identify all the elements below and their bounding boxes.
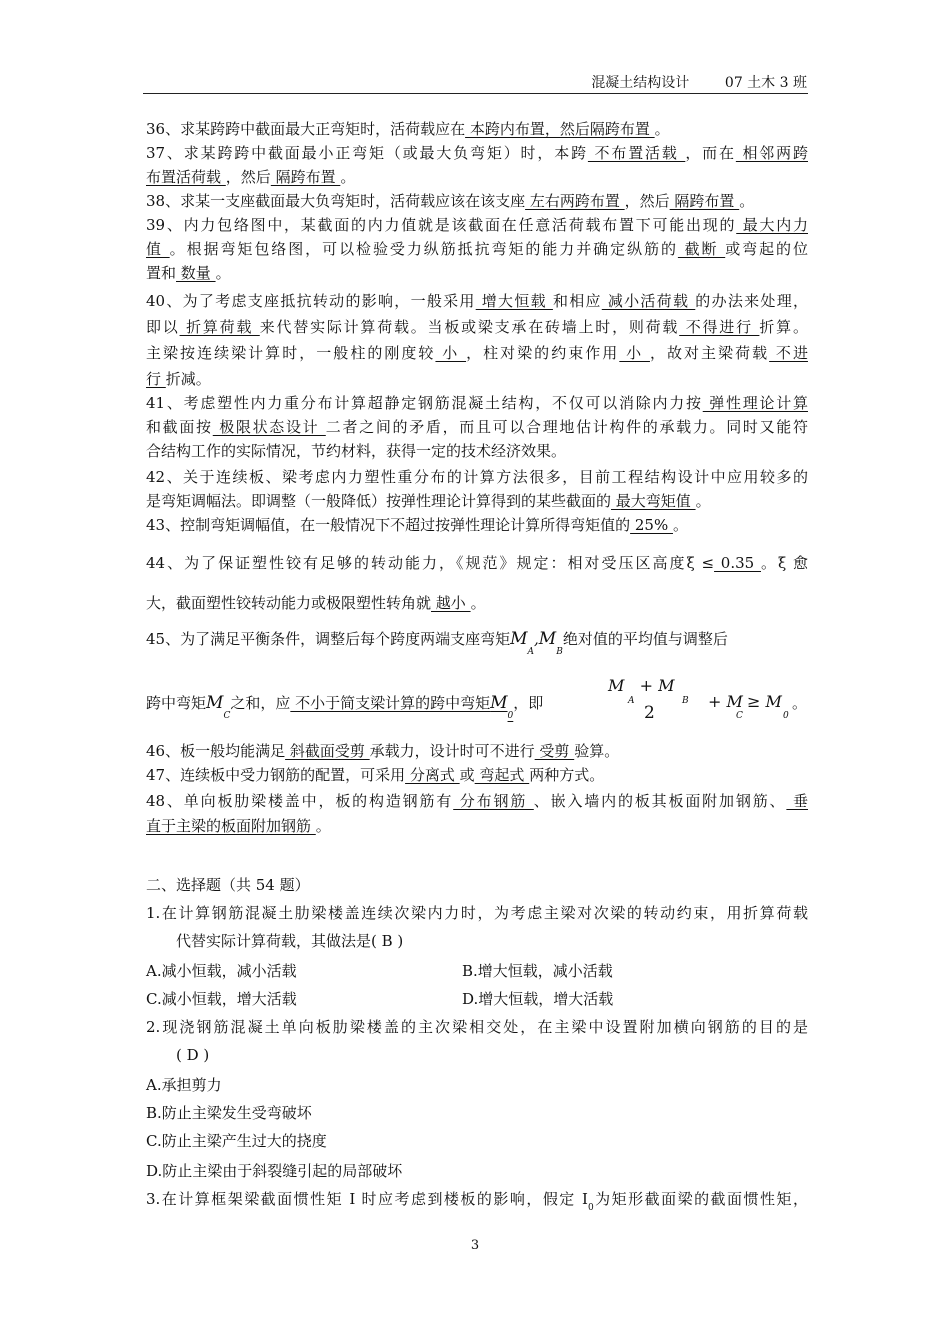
q40-answer6: 小 [619, 344, 650, 362]
q40-text: 40、为了考虑支座抵抗转动的影响，一般采用 [146, 292, 476, 310]
q47-answer2: 弯起式 [474, 766, 530, 784]
header-rule [143, 93, 808, 94]
q40-answer7a: 不进 [769, 344, 808, 362]
q46-text2: 承载力，设计时可不进行 [369, 742, 535, 760]
q45-line2 [146, 692, 544, 721]
q40-answer7b: 行 [146, 370, 166, 388]
q41-answer2: 极限状态设计 [212, 418, 326, 436]
q40-line1 [146, 290, 808, 312]
q47-text2: 或 [459, 766, 475, 784]
q43-end: 。 [672, 516, 688, 534]
q37-text2: ，而在 [685, 144, 736, 162]
q37-answer2b: 布置活荷载 [146, 168, 226, 186]
q47-end: 两种方式。 [529, 766, 605, 784]
header-class: 07 土木 3 班 [724, 75, 807, 91]
q41-line3: 合结构工作的实际情况，节约材料，获得一定的技术经济效果。 [146, 442, 567, 460]
q41-text3: 二者之间的矛盾，而且可以合理地估计构件的承载力。同时又能符 [325, 418, 808, 436]
q45-mb: M [538, 629, 557, 649]
q48-answer1: 分布钢筋 [453, 792, 534, 810]
q45-line1 [146, 628, 728, 657]
q40-answer4: 不得进行 [679, 318, 760, 336]
q38-answer2: 隔跨布置 [669, 192, 740, 210]
q40-text7: 主梁按连续梁计算时，一般柱的刚度较 [146, 344, 436, 362]
q38-end: 。 [739, 192, 755, 210]
q45-geq-m0-sub: 0 [783, 711, 789, 721]
q38-text: 38、求某一支座截面最大负弯矩时，活荷载应该在该支座 [146, 192, 526, 210]
q45-frac-num-text: M + M [608, 676, 675, 695]
q45-plus-mc-sub: C [736, 711, 743, 721]
c2-option-c: C.防止主梁产生过大的挠度 [146, 1132, 327, 1150]
q45-m0: M [490, 693, 508, 713]
q39-text: 39、内力包络图中，某截面的内力值就是该截面在任意活荷载布置下可能出现的 [146, 216, 737, 234]
q46-end: 验算。 [574, 742, 620, 760]
q45-comma: , [534, 630, 539, 648]
q38-line [146, 190, 754, 212]
q46-line [146, 740, 619, 762]
q45-plus-mc: + M [708, 692, 743, 711]
q48-line1 [146, 790, 808, 812]
q39-text3: 或弯起的位 [725, 240, 808, 258]
q39-answer1a: 最大内力 [736, 216, 808, 234]
q46-answer2: 受剪 [534, 742, 575, 760]
q39-end: 。 [215, 264, 231, 282]
q39-answer1b: 值 [146, 240, 170, 258]
q41-line2 [146, 416, 808, 438]
q44-text: 44、为了保证塑性铰有足够的转动能力，《规范》规定：相对受压区高度ξ ≤ [146, 554, 715, 572]
q36-end: 。 [654, 120, 670, 138]
q45-text: 45、为了满足平衡条件，调整后每个跨度两端支座弯矩 [146, 630, 511, 648]
c2-option-b: B.防止主梁发生受弯破坏 [146, 1104, 312, 1122]
c2-option-a: A.承担剪力 [146, 1076, 222, 1094]
q45-end: 。 [792, 694, 808, 712]
q48-answer2a: 垂 [786, 792, 808, 810]
q45-geq-m0: ≥ M [747, 692, 782, 711]
q37-end: 。 [340, 168, 356, 186]
q45-frac-sub-b: B [682, 696, 689, 706]
q44-end: 。 [470, 594, 486, 612]
q45-answer: 不小于简支梁计算的跨中弯矩 [290, 694, 491, 712]
q39-line2 [146, 238, 808, 260]
q39-text2: 。根据弯矩包络图，可以检验受力纵筋抵抗弯矩的能力并确定纵筋的 [169, 240, 678, 258]
q45-fraction-denominator: 2 [644, 703, 655, 723]
q48-text2: 、嵌入墙内的板其板面附加钢筋、 [533, 792, 787, 810]
q44-text3: 大，截面塑性铰转动能力或极限塑性转角就 [146, 594, 432, 612]
q45-m0-sub: 0 [507, 711, 514, 721]
q45-text2: 绝对值的平均值与调整后 [562, 630, 728, 648]
q45-text4: 之和，应 [230, 694, 291, 712]
q48-answer2b: 直于主梁的板面附加钢筋 [146, 817, 316, 835]
q44-answer1: 0.35 [714, 554, 761, 572]
q42-text: 是弯矩调幅法。即调整（一般降低）按弹性理论计算得到的某些截面的 [146, 492, 612, 510]
q39-text4: 置和 [146, 264, 177, 282]
q39-answer3: 数量 [176, 264, 216, 282]
q40-text5: 来代替实际计算荷载。当板或梁支承在砖墙上时，则荷载 [259, 318, 680, 336]
q37-text: 37、求某跨跨中截面最小正弯矩（或最大负弯矩）时，本跨 [146, 144, 588, 162]
q46-answer1: 斜截面受剪 [285, 742, 370, 760]
q44-answer2: 越小 [431, 594, 471, 612]
c3-text: 3.在计算框架梁截面惯性矩 I 时应考虑到楼板的影响，假定 I [146, 1190, 588, 1208]
c1-option-b: B.增大恒载，减小活载 [462, 962, 613, 980]
c1-stem-line1: 1.在计算钢筋混凝土肋梁楼盖连续次梁内力时，为考虑主梁对次梁的转动约束，用折算荷载 [146, 904, 808, 922]
q42-line1: 42、关于连续板、梁考虑内力塑性重分布的计算方法很多，目前工程结构设计中应用较多的 [146, 468, 808, 486]
q40-answer3: 折算荷载 [179, 318, 260, 336]
page-number: 3 [470, 1238, 480, 1253]
q41-line1 [146, 392, 808, 414]
q45-mc-sub: C [223, 711, 231, 721]
q39-line3 [146, 262, 231, 284]
q44-line2 [146, 592, 486, 614]
q48-end: 。 [315, 817, 331, 835]
q45-mb-sub: B [556, 647, 563, 657]
q39-answer2: 截断 [677, 240, 726, 258]
q42-answer: 最大弯矩值 [611, 492, 696, 510]
q40-answer1: 增大恒载 [475, 292, 553, 310]
q40-text9: ，故对主梁荷载 [649, 344, 770, 362]
c1-option-d: D.增大恒载，增大活载 [462, 990, 614, 1008]
q48-text: 48、单向板肋梁楼盖中，板的构造钢筋有 [146, 792, 454, 810]
q37-line2 [146, 166, 355, 188]
q40-line4 [146, 368, 211, 390]
q47-line [146, 764, 604, 786]
q40-answer5: 小 [435, 344, 467, 362]
section2-title: 二、选择题（共 54 题） [146, 876, 310, 894]
q46-text: 46、板一般均能满足 [146, 742, 286, 760]
q45-ma-sub: A [527, 647, 535, 657]
q45-text3: 跨中弯矩 [146, 694, 207, 712]
q40-text2: 和相应 [552, 292, 602, 310]
c3-subscript: 0 [587, 1203, 594, 1213]
q39-line1 [146, 214, 808, 236]
q40-text6: 折算。 [759, 318, 808, 336]
q45-fraction-numerator [608, 676, 675, 695]
c2-option-d: D.防止主梁由于斜裂缝引起的局部破坏 [146, 1162, 403, 1180]
q36-line [146, 118, 670, 140]
q47-answer1: 分离式 [405, 766, 460, 784]
c1-option-c: C.减小恒载，增大活载 [146, 990, 297, 1008]
q40-line2 [146, 316, 808, 338]
q40-text3: 的办法来处理， [695, 292, 808, 310]
q37-line1 [146, 142, 808, 164]
q42-line2 [146, 490, 711, 512]
q38-text2: ，然后 [624, 192, 670, 210]
page-header [591, 72, 807, 92]
q44-line1 [146, 552, 808, 574]
c1-stem-line2: 代替实际计算荷载，其做法是( B ) [176, 932, 404, 950]
q37-answer2a: 相邻两跨 [735, 144, 808, 162]
q36-answer: 本跨内布置，然后隔跨布置 [465, 120, 655, 138]
c2-stem-line2: ( D ) [176, 1046, 210, 1064]
q37-answer3: 隔跨布置 [270, 168, 341, 186]
q40-line3 [146, 342, 808, 364]
q45-text5: ，即 [513, 694, 544, 712]
q40-answer2: 减小活荷载 [601, 292, 696, 310]
q45-mc: M [206, 693, 224, 713]
q41-text2: 和截面按 [146, 418, 213, 436]
c3-stem-line1 [146, 1188, 808, 1213]
header-course: 混凝土结构设计 [591, 75, 690, 91]
q43-line [146, 514, 688, 536]
q45-frac-sub-a: A [628, 696, 635, 706]
q37-text3: ，然后 [225, 168, 271, 186]
q41-text: 41、考虑塑性内力重分布计算超静定钢筋混凝土结构，不仅可以消除内力按 [146, 394, 703, 412]
q40-text4: 即以 [146, 318, 180, 336]
q37-answer1: 不布置活载 [587, 144, 686, 162]
q40-end: 折减。 [165, 370, 211, 388]
c1-option-a: A.减小恒载，减小活载 [146, 962, 297, 980]
q43-answer: 25% [630, 516, 673, 534]
q40-text8: ，柱对梁的约束作用 [466, 344, 620, 362]
q45-ma: M [510, 629, 528, 649]
q42-end: 。 [695, 492, 711, 510]
q36-text: 36、求某跨跨中截面最大正弯矩时，活荷载应在 [146, 120, 466, 138]
q41-answer1: 弹性理论计算 [702, 394, 808, 412]
q43-text: 43、控制弯矩调幅值，在一般情况下不超过按弹性理论计算所得弯矩值的 [146, 516, 631, 534]
q47-text: 47、连续板中受力钢筋的配置，可采用 [146, 766, 406, 784]
q48-line2 [146, 815, 331, 837]
q38-answer1: 左右两跨布置 [525, 192, 625, 210]
c3-text2: 为矩形截面梁的截面惯性矩， [593, 1190, 808, 1208]
q44-text2: 。ξ 愈 [760, 554, 809, 572]
c2-stem-line1: 2.现浇钢筋混凝土单向板肋梁楼盖的主次梁相交处，在主梁中设置附加横向钢筋的目的是 [146, 1018, 808, 1036]
